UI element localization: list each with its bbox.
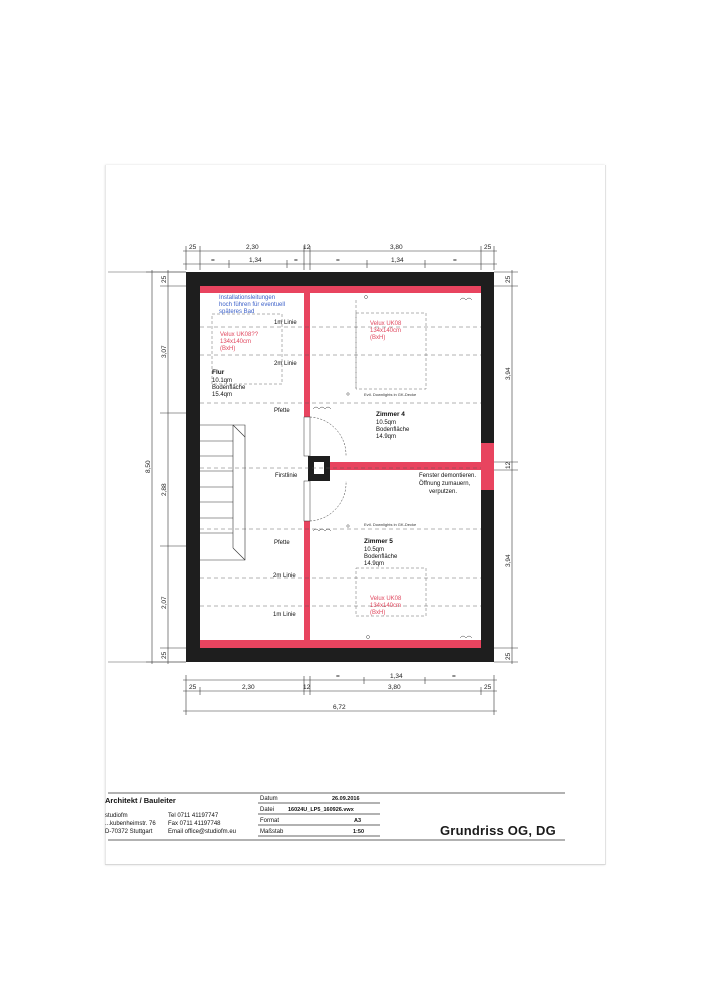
- room-zimmer4-area-a: 10.5qm: [376, 420, 397, 426]
- dim-right-lower: 3,94: [505, 554, 512, 567]
- label-purlin-bottom: Pfette: [274, 540, 290, 546]
- room-zimmer5-area-label: Bodenfläche: [364, 554, 398, 560]
- dim-left-upper: 3,07: [161, 345, 168, 358]
- drawing-title: Grundriss OG, DG: [440, 823, 556, 838]
- firm-phone: Tel 0711 41197747: [168, 813, 219, 819]
- velux-z5-line1: Velux UK08: [370, 596, 402, 602]
- firm-fax: Fax 0711 41197748: [168, 821, 221, 827]
- dim-top-left-span: 2,30: [246, 244, 259, 251]
- dim-right-mid: 12: [505, 461, 512, 469]
- dim-top-eq-left: =: [211, 257, 215, 264]
- dim-left-top: 25: [161, 275, 168, 283]
- label-2m-line-bottom: 2m Linie: [273, 573, 296, 579]
- dim-bottom-eq-b: =: [452, 673, 456, 680]
- room-zimmer4-area-label: Bodenfläche: [376, 427, 410, 433]
- dim-left-bottom: 25: [161, 651, 168, 659]
- dim-right-top: 25: [505, 275, 512, 283]
- dim-bottom-total: 6,72: [333, 704, 346, 711]
- room-flur-area-a: 10.1qm: [212, 378, 233, 384]
- top-dimension-chain: [183, 246, 497, 270]
- velux-z5-line3: (BxH): [370, 610, 386, 616]
- label-format: Format: [260, 818, 280, 824]
- dim-top-outer-right: 25: [484, 244, 492, 251]
- velux-z4-line2: 134x140cm: [370, 328, 402, 334]
- note-downlights-top: Evtl. Downlights in GK-Decke: [364, 392, 417, 397]
- firm-street: ...kubenheimstr. 76: [105, 821, 156, 827]
- velux-flur-line3: (BxH): [220, 346, 236, 352]
- dim-right-bottom: 25: [505, 652, 512, 660]
- label-purlin-top: Pfette: [274, 408, 290, 414]
- value-format: A3: [354, 818, 362, 824]
- label-file: Datei: [260, 807, 275, 813]
- dim-left-total: 8,50: [145, 460, 152, 473]
- note-downlights-bottom: Evtl. Downlights in GK-Decke: [364, 522, 417, 527]
- room-zimmer5-area-a: 10.5qm: [364, 547, 385, 553]
- dim-top-right-span: 3,80: [390, 244, 403, 251]
- value-file: 16024U_LP5_160926.vwx: [288, 807, 354, 813]
- firm-email: Email office@studiofm.eu: [168, 829, 237, 835]
- dim-bottom-outer-left: 25: [189, 684, 197, 691]
- velux-flur-line1: Velux UK08??: [220, 332, 259, 338]
- velux-flur-line2: 134x140cm: [220, 339, 252, 345]
- note-window-line3: verputzen.: [429, 489, 458, 495]
- dim-top-mid-wall: 12: [303, 244, 311, 251]
- note-installation-line2: hoch führen für eventuell: [219, 302, 286, 308]
- label-2m-line-top: 2m Linie: [274, 361, 297, 367]
- label-date: Datum: [260, 796, 278, 802]
- dim-bottom-mid-wall: 12: [303, 684, 311, 691]
- dim-top-eq-right-a: =: [336, 257, 340, 264]
- label-1m-line-top: 1m Linie: [274, 320, 297, 326]
- room-zimmer4-name: Zimmer 4: [376, 411, 405, 418]
- room-zimmer4-area-b: 14.9qm: [376, 434, 397, 440]
- dim-right-upper: 3,94: [505, 367, 512, 380]
- firm-name: studiofm: [105, 813, 128, 819]
- dim-top-eq-mid: =: [294, 257, 298, 264]
- dim-left-lower: 2,07: [161, 596, 168, 609]
- dim-bottom-left-span: 2,30: [242, 684, 255, 691]
- note-window-line1: Fenster demontieren.: [419, 473, 477, 479]
- room-zimmer5-name: Zimmer 5: [364, 538, 393, 545]
- room-flur-area-b: 15.4qm: [212, 392, 233, 398]
- dim-top-eq-right-b: =: [453, 257, 457, 264]
- velux-z4-line1: Velux UK08: [370, 321, 402, 327]
- note-window-line2: Öffnung zumauern,: [419, 481, 471, 487]
- velux-z4-line3: (BxH): [370, 335, 386, 341]
- velux-z5-line2: 134x140cm: [370, 603, 402, 609]
- dim-bottom-eq-a: =: [336, 673, 340, 680]
- room-zimmer5-area-b: 14.9qm: [364, 561, 385, 567]
- firm-city: D-70372 Stuttgart: [105, 829, 153, 835]
- note-installation-line1: Installationsleitungen: [219, 295, 276, 301]
- room-flur-name: Flur: [212, 369, 225, 376]
- dim-bottom-center: 1,34: [390, 673, 403, 680]
- value-scale: 1:50: [353, 829, 365, 835]
- label-scale: Maßstab: [260, 829, 284, 835]
- dim-top-center-left: 1,34: [249, 257, 262, 264]
- dim-bottom-outer-right: 25: [484, 684, 492, 691]
- dim-top-outer-left: 25: [189, 244, 197, 251]
- room-flur-area-label: Bodenfläche: [212, 385, 246, 391]
- chimney: [308, 456, 330, 481]
- dim-bottom-right-span: 3,80: [388, 684, 401, 691]
- dim-top-center-right: 1,34: [391, 257, 404, 264]
- label-ridge-line: Firstlinie: [275, 473, 298, 479]
- label-1m-line-bottom: 1m Linie: [273, 612, 296, 618]
- staircase: [200, 425, 245, 560]
- value-date: 26.09.2016: [332, 796, 360, 802]
- title-block-heading: Architekt / Bauleiter: [105, 796, 176, 805]
- dim-left-middle: 2,88: [161, 483, 168, 496]
- note-installation-line3: späteres Bad: [219, 309, 255, 315]
